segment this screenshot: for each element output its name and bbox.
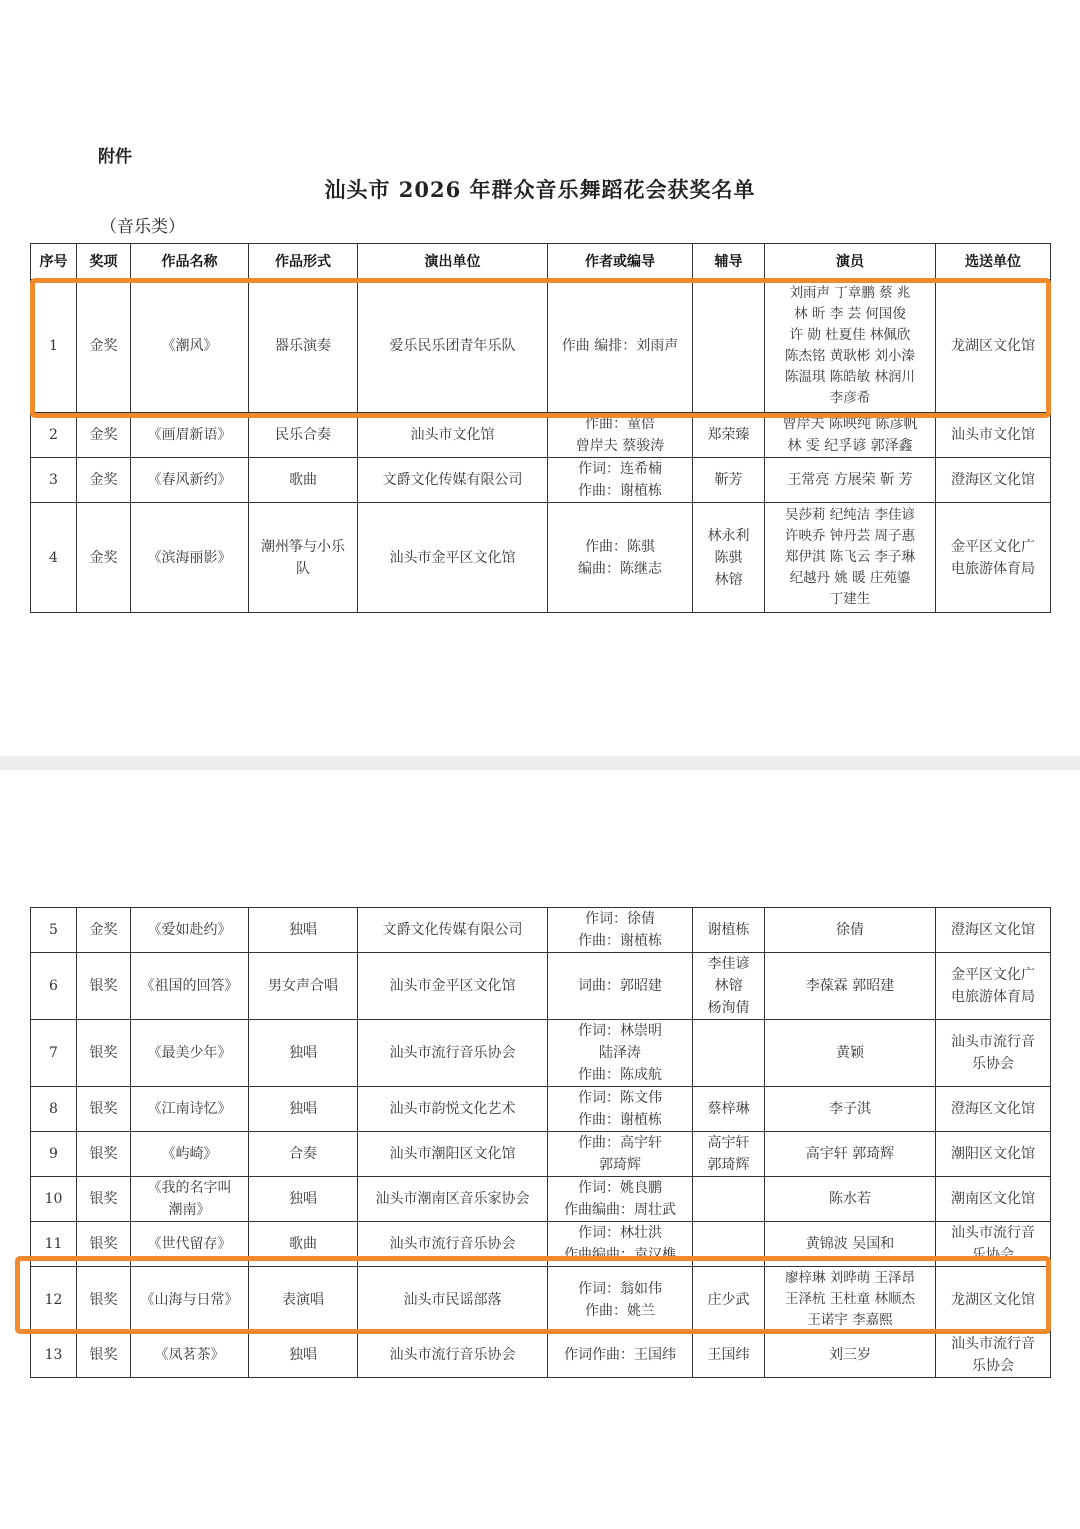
cell-unit: 爱乐民乐团青年乐队: [358, 280, 548, 413]
cell-performers: 王常亮 方展荣 靳 芳: [765, 458, 936, 503]
cell-no: 6: [31, 953, 77, 1020]
cell-award: 金奖: [77, 413, 131, 458]
cell-unit: 文爵文化传媒有限公司: [358, 458, 548, 503]
cell-performers: 陈水若: [765, 1177, 936, 1222]
cell-coach: [693, 1177, 765, 1222]
cell-submitter: 澄海区文化馆: [936, 1087, 1051, 1132]
cell-form: 器乐演奏: [249, 280, 358, 413]
cell-author: 作曲：陈骐 编曲：陈继志: [548, 503, 693, 613]
table-row: [31, 1020, 1051, 1087]
cell-award: 金奖: [77, 908, 131, 953]
cell-no: 9: [31, 1132, 77, 1177]
cell-award: 金奖: [77, 458, 131, 503]
cell-no: 8: [31, 1087, 77, 1132]
cell-title: 《最美少年》: [131, 1020, 249, 1087]
cell-form: 独唱: [249, 1087, 358, 1132]
cell-coach: 郑荣臻: [693, 413, 765, 458]
cell-author: 作曲 编排：刘雨声: [548, 280, 693, 413]
category-label: （音乐类）: [100, 217, 185, 237]
cell-form: 表演唱: [249, 1267, 358, 1333]
cell-performers: 黄颖: [765, 1020, 936, 1087]
cell-coach: [693, 1222, 765, 1267]
cell-unit: 汕头市流行音乐协会: [358, 1222, 548, 1267]
table-row: [31, 280, 1051, 413]
cell-unit: 汕头市韵悦文化艺术: [358, 1087, 548, 1132]
cell-author: 作曲：高宇轩 郭琦辉: [548, 1132, 693, 1177]
cell-unit: 汕头市潮阳区文化馆: [358, 1132, 548, 1177]
cell-unit: 汕头市流行音乐协会: [358, 1333, 548, 1378]
header-form: 作品形式: [249, 244, 358, 280]
cell-submitter: 龙湖区文化馆: [936, 1267, 1051, 1333]
cell-award: 金奖: [77, 503, 131, 613]
cell-unit: 汕头市金平区文化馆: [358, 503, 548, 613]
header-unit: 演出单位: [358, 244, 548, 280]
cell-performers: 高宇轩 郭琦辉: [765, 1132, 936, 1177]
cell-award: 银奖: [77, 1177, 131, 1222]
cell-coach: 谢植栋: [693, 908, 765, 953]
award-table-part-1: [30, 243, 1051, 613]
header-award: 奖项: [77, 244, 131, 280]
cell-title: 《我的名字叫 潮南》: [131, 1177, 249, 1222]
attachment-label: 附件: [98, 147, 132, 167]
cell-no: 1: [31, 280, 77, 413]
cell-coach: 蔡梓琳: [693, 1087, 765, 1132]
header-performers: 演员: [765, 244, 936, 280]
cell-award: 银奖: [77, 1333, 131, 1378]
cell-coach: 李佳谚 林镕 杨洵倩: [693, 953, 765, 1020]
cell-unit: 汕头市金平区文化馆: [358, 953, 548, 1020]
cell-coach: 庄少武: [693, 1267, 765, 1333]
cell-author: 作曲：童倍 曾岸夫 蔡骏涛: [548, 413, 693, 458]
cell-submitter: 汕头市文化馆: [936, 413, 1051, 458]
cell-performers: 吴莎莉 纪纯洁 李佳谚 许映乔 钟丹芸 周子惠 郑伊淇 陈飞云 李子琳 纪越丹 姚 暖 庄苑鎏 丁建生: [765, 503, 936, 613]
cell-author: 作词：翁如伟 作曲：姚兰: [548, 1267, 693, 1333]
cell-submitter: 汕头市流行音 乐协会: [936, 1333, 1051, 1378]
cell-unit: 汕头市流行音乐协会: [358, 1020, 548, 1087]
cell-unit: 汕头市民谣部落: [358, 1267, 548, 1333]
cell-title: 《春风新约》: [131, 458, 249, 503]
cell-form: 独唱: [249, 908, 358, 953]
cell-title: 《山海与日常》: [131, 1267, 249, 1333]
cell-author: 作词：徐倩 作曲：谢植栋: [548, 908, 693, 953]
cell-title: 《世代留存》: [131, 1222, 249, 1267]
cell-coach: 高宇轩 郭琦辉: [693, 1132, 765, 1177]
cell-form: 独唱: [249, 1177, 358, 1222]
table-row: [31, 1177, 1051, 1222]
cell-form: 合奏: [249, 1132, 358, 1177]
cell-award: 银奖: [77, 1132, 131, 1177]
cell-award: 银奖: [77, 1267, 131, 1333]
cell-title: 《江南诗忆》: [131, 1087, 249, 1132]
table-row: [31, 1267, 1051, 1333]
cell-submitter: 金平区文化广 电旅游体育局: [936, 503, 1051, 613]
cell-title: 《祖国的回答》: [131, 953, 249, 1020]
cell-form: 歌曲: [249, 458, 358, 503]
table-row: [31, 1333, 1051, 1378]
cell-no: 3: [31, 458, 77, 503]
cell-form: 男女声合唱: [249, 953, 358, 1020]
header-author: 作者或编导: [548, 244, 693, 280]
cell-author: 作词作曲：王国纬: [548, 1333, 693, 1378]
cell-form: 民乐合奏: [249, 413, 358, 458]
cell-submitter: 澄海区文化馆: [936, 908, 1051, 953]
cell-author: 作词：陈文伟 作曲：谢植栋: [548, 1087, 693, 1132]
cell-title: 《爱如赴约》: [131, 908, 249, 953]
cell-form: 独唱: [249, 1020, 358, 1087]
table-row: [31, 1087, 1051, 1132]
cell-form: 潮州筝与小乐 队: [249, 503, 358, 613]
table-row: [31, 413, 1051, 458]
cell-title: 《滨海丽影》: [131, 503, 249, 613]
table-row: [31, 953, 1051, 1020]
cell-no: 7: [31, 1020, 77, 1087]
cell-no: 12: [31, 1267, 77, 1333]
cell-no: 5: [31, 908, 77, 953]
table-row: [31, 1222, 1051, 1267]
cell-performers: 李葆霖 郭昭建: [765, 953, 936, 1020]
table-header-row: [31, 244, 1051, 280]
cell-performers: 刘雨声 丁章鹏 蔡 兆 林 昕 李 芸 何国俊 许 勋 杜夏佳 林佩欣 陈杰铭 黄耿彬 刘小溱 陈温琪 陈皓敏 林润川 李彦希: [765, 280, 936, 413]
cell-unit: 汕头市潮南区音乐家协会: [358, 1177, 548, 1222]
cell-author: 作词：连希楠 作曲：谢植栋: [548, 458, 693, 503]
cell-no: 13: [31, 1333, 77, 1378]
cell-coach: 王国纬: [693, 1333, 765, 1378]
award-table-part-2: [30, 907, 1051, 1378]
cell-submitter: 龙湖区文化馆: [936, 280, 1051, 413]
cell-no: 11: [31, 1222, 77, 1267]
cell-performers: 曾岸夫 陈映纯 陈彦帆 林 雯 纪孚谚 郭泽鑫: [765, 413, 936, 458]
cell-submitter: 潮南区文化馆: [936, 1177, 1051, 1222]
cell-award: 银奖: [77, 953, 131, 1020]
table-row: [31, 1132, 1051, 1177]
cell-award: 银奖: [77, 1222, 131, 1267]
header-submitter: 选送单位: [936, 244, 1051, 280]
cell-coach: [693, 280, 765, 413]
cell-coach: 林永利 陈骐 林镕: [693, 503, 765, 613]
cell-form: 独唱: [249, 1333, 358, 1378]
cell-coach: 靳芳: [693, 458, 765, 503]
table-row: [31, 908, 1051, 953]
cell-award: 金奖: [77, 280, 131, 413]
header-no: 序号: [31, 244, 77, 280]
cell-submitter: 金平区文化广 电旅游体育局: [936, 953, 1051, 1020]
cell-award: 银奖: [77, 1020, 131, 1087]
page-title: 汕头市 2026 年群众音乐舞蹈花会获奖名单: [324, 177, 756, 202]
cell-coach: [693, 1020, 765, 1087]
cell-unit: 文爵文化传媒有限公司: [358, 908, 548, 953]
cell-title: 《画眉新语》: [131, 413, 249, 458]
cell-author: 作词：姚良鹏 作曲编曲：周壮武: [548, 1177, 693, 1222]
cell-submitter: 汕头市流行音 乐协会: [936, 1222, 1051, 1267]
table-row: [31, 458, 1051, 503]
cell-submitter: 澄海区文化馆: [936, 458, 1051, 503]
cell-no: 2: [31, 413, 77, 458]
cell-performers: 李子淇: [765, 1087, 936, 1132]
cell-title: 《潮风》: [131, 280, 249, 413]
cell-performers: 黄锦波 吴国和: [765, 1222, 936, 1267]
cell-submitter: 潮阳区文化馆: [936, 1132, 1051, 1177]
header-coach: 辅导: [693, 244, 765, 280]
cell-unit: 汕头市文化馆: [358, 413, 548, 458]
cell-submitter: 汕头市流行音 乐协会: [936, 1020, 1051, 1087]
cell-performers: 廖梓琳 刘晔萌 王泽昂 王泽杭 王杜童 林顺杰 王诺宇 李嘉熙: [765, 1267, 936, 1333]
cell-award: 银奖: [77, 1087, 131, 1132]
cell-title: 《屿崎》: [131, 1132, 249, 1177]
cell-author: 作词：林崇明 陆泽涛 作曲：陈成航: [548, 1020, 693, 1087]
cell-form: 歌曲: [249, 1222, 358, 1267]
cell-performers: 刘三岁: [765, 1333, 936, 1378]
header-title: 作品名称: [131, 244, 249, 280]
table-row: [31, 503, 1051, 613]
cell-no: 4: [31, 503, 77, 613]
cell-no: 10: [31, 1177, 77, 1222]
cell-title: 《凤茗茶》: [131, 1333, 249, 1378]
cell-author: 词曲：郭昭建: [548, 953, 693, 1020]
cell-performers: 徐倩: [765, 908, 936, 953]
cell-author: 作词：林壮洪 作曲编曲：袁汉樵: [548, 1222, 693, 1267]
